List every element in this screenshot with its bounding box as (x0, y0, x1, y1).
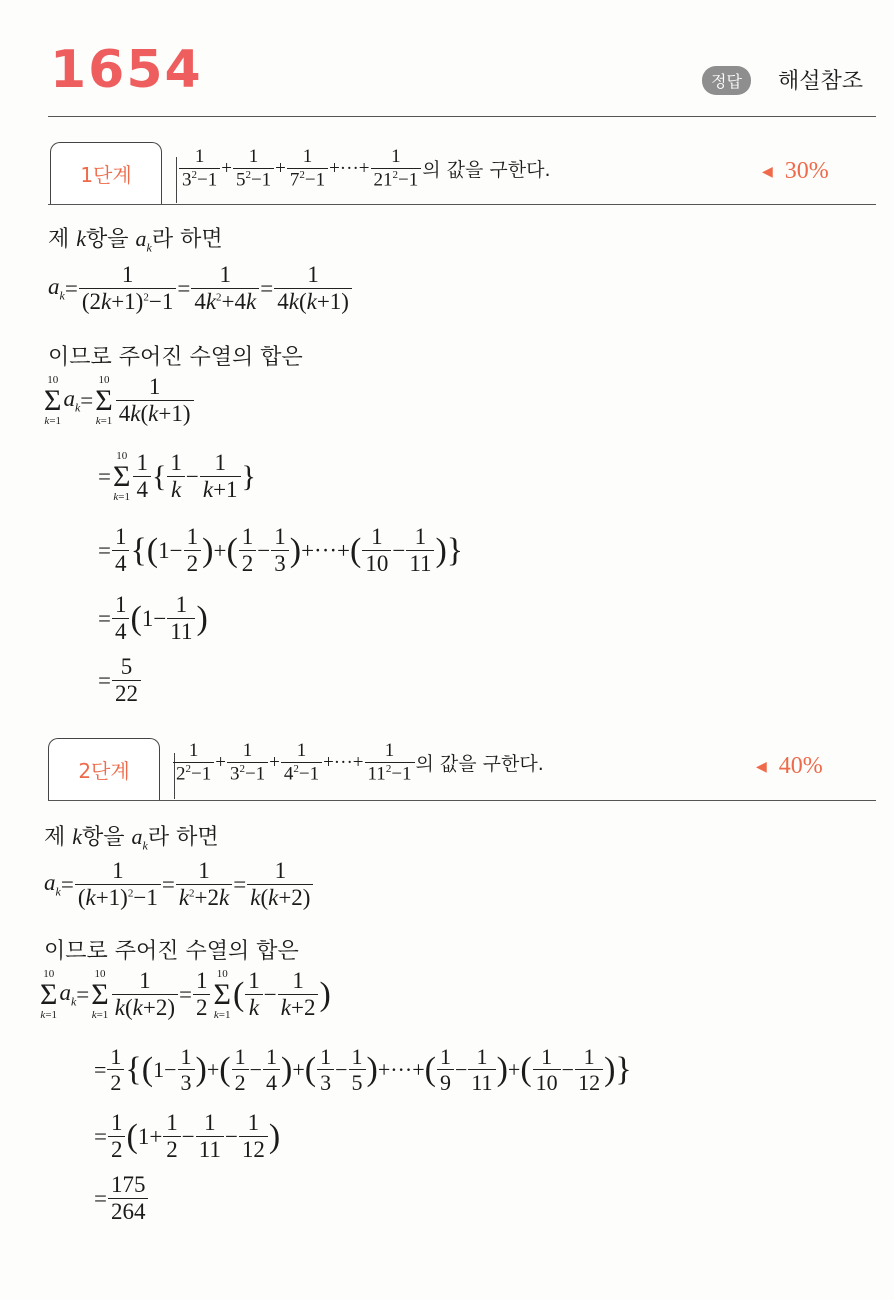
step1-result: = $\frac{5}{22}$ (98, 654, 142, 708)
step1-sum-line2: = 10 Σ k=1 $\frac{1}{4}$ { $\frac{1}{k}$ − $\frac{1}{k+1}$ } (98, 449, 256, 503)
header-divider (48, 116, 876, 117)
step2-task-expression: $\frac{1}{2^2-1}$ + $\frac{1}{3^2-1}$ + $\frac{1}{4^2-1}$ +···+ $\frac{1}{11^2-1}$ 의 값을 구한다. (172, 740, 544, 785)
answer-badge: 정답 (702, 66, 751, 95)
step1-task-text: 의 값을 구한다. (422, 159, 551, 181)
step1-sum-line1: 10 Σ k=1 $a_k$ = 10 Σ k=1 $\frac{1}{4k(k+1)}$ (42, 374, 195, 428)
step1-sum-line4: = $\frac{1}{4}$ ( 1− $\frac{1}{11}$ ) (98, 592, 208, 645)
step1-sum-intro: 이므로 주어진 수열의 합은 (48, 345, 303, 370)
step1-intro: 제 k항을 $a_k$라 하면 (48, 226, 223, 255)
step2-percent: ◀ 40% (756, 753, 823, 779)
step1-sum-line3: = $\frac{1}{4}$ {( 1− $\frac{1}{2}$ ) + ( $\frac{1}{2}$ − $\frac{1}{3}$ ) +···+ ( $\frac{1}{10}$ − $\frac{1}{11}$ )} (98, 524, 464, 577)
step2-task-text: 의 값을 구한다. (415, 753, 544, 775)
step1-general-term: $a_k$ = $\frac{1}{(2k+1)^2-1}$ = $\frac{1}{4k^2+4k}$ = $\frac{1}{4k(k+1)}$ (48, 262, 353, 316)
step2-sum-line3: = $\frac{1}{2}$ ( 1+ $\frac{1}{2}$ − $\frac{1}{11}$ − $\frac{1}{12}$ ) (94, 1110, 281, 1163)
step2-tab (48, 738, 160, 801)
step2-sum-line2: = $\frac{1}{2}$ {( 1− $\frac{1}{3}$ ) + ( $\frac{1}{2}$ − $\frac{1}{4}$ ) + ( $\frac{1}{3}$ − $\frac{1}{5}$ ) +···+ ( $\frac{1}{9}$ − $\frac{1}{11}$ ) + ( $\frac{1}{10}$ − $\frac{1}{12}$ )} (94, 1044, 632, 1096)
step1-divider (48, 204, 876, 205)
step2-sum-intro: 이므로 주어진 수열의 합은 (44, 939, 299, 964)
step2-divider (48, 800, 876, 801)
step1-task-expression: $\frac{1}{3^2-1}$ + $\frac{1}{5^2-1}$ + $\frac{1}{7^2-1}$ +···+ $\frac{1}{21^2-1}$ 의 값을 구한다. (178, 146, 550, 191)
step2-intro: 제 k항을 $a_k$라 하면 (44, 824, 219, 853)
step2-label: 2단계 (78, 759, 130, 783)
step1-tab (50, 142, 162, 205)
problem-number: 1654 (50, 40, 203, 100)
step1-label: 1단계 (80, 163, 132, 187)
answer-reference: 해설참조 (778, 69, 864, 94)
step2-general-term: $a_k$ = $\frac{1}{(k+1)^2-1}$ = $\frac{1}{k^2+2k}$ = $\frac{1}{k(k+2)}$ (44, 858, 314, 912)
step2-sum-line1: 10 Σ k=1 $a_k$ = 10 Σ k=1 $\frac{1}{k(k+2)}$ = $\frac{1}{2}$ 10 Σ k=1 ( $\frac{1}{k}$ − $\frac{1}{k+2}$ ) (40, 967, 331, 1021)
step1-percent: ◀ 30% (762, 158, 829, 184)
step2-result: = $\frac{175}{264}$ (94, 1172, 149, 1226)
